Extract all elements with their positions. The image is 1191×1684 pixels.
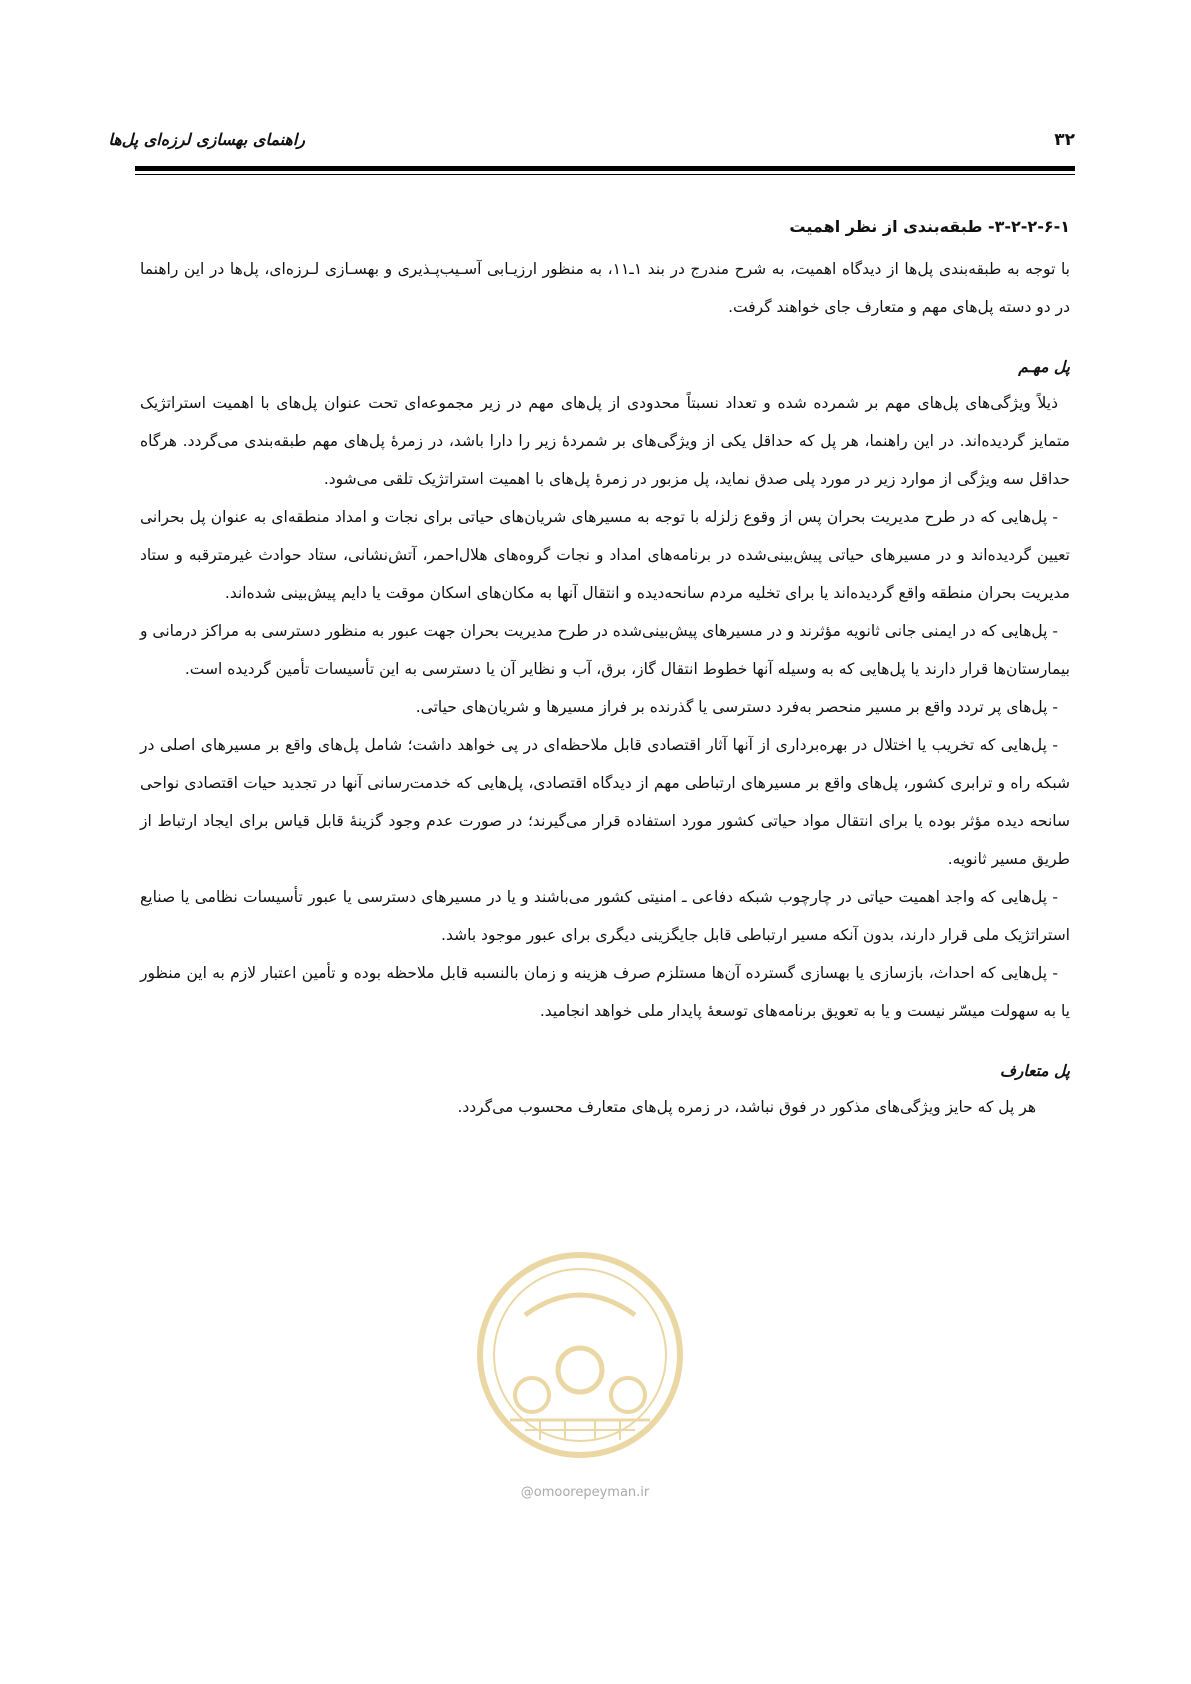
section-heading: ۳-۲-۲-۶-۱- طبقه‌بندی از نظر اهمیت — [789, 217, 1070, 236]
main-content — [140, 212, 1070, 1126]
watermark-logo-icon — [470, 1245, 690, 1465]
ordinary-bridge-title: پل متعارف — [999, 1061, 1070, 1080]
list-item: - پل‌هایی که در ایمنی جانی ثانویه مؤثرند و در مسیرهای پیش‌بینی‌شده در طرح مدیریت بحران جهت عبور به منظور دسترسی به مراکز درمانی و بیمارستان‌ها قرار دارند یا پل‌هایی که به وسیله آنها خطوط انتقال گاز، برق، آب و نظایر آن یا دسترسی به این تأسیسات تأمین گردیده است. — [140, 622, 1070, 678]
watermark-url: @omoorepeyman.ir — [520, 1485, 650, 1500]
list-item: - پل‌هایی که در طرح مدیریت بحران پس از وقوع زلزله با توجه به مسیرهای شریان‌های حیاتی برای نجات و امداد منطقه‌ای به عنوان پل بحرانی تعیین گردیده‌اند و در مسیرهای حیاتی پیش‌بینی‌شده در برنامه‌های امداد و نجات گروه‌های هلال‌احمر، آتش‌نشانی، ستاد حوادث غیرمترقبه و ستاد مدیریت بحران منطقه واقع گردیده‌اند یا برای تخلیه مردم سانحه‌دیده و انتقال آنها به مکان‌های اسکان موقت یا دایم پیش‌بینی شده‌اند. — [140, 508, 1070, 602]
important-bridge-intro: ذیلاً ویژگی‌های پل‌های مهم بر شمرده شده و تعداد نسبتاً محدودی از پل‌های مهم در زیر مجموعه‌ای تحت عنوان پل‌های با اهمیت استراتژیک متمایز گردیده‌اند. در این راهنما، هر پل که حداقل یکی از ویژگی‌های بر شمردهٔ زیر را دارا باشد، در زمرهٔ پل‌های مهم طبقه‌بندی می‌گردد. هرگاه حداقل سه ویژگی از موارد زیر در مورد پلی صدق نماید، پل مزبور در زمرهٔ پل‌های با اهمیت استراتژیک تلقی می‌شود. — [140, 394, 1070, 488]
section-intro-paragraph: با توجه به طبقه‌بندی پل‌ها از دیدگاه اهمیت، به شرح مندرج در بند ۱ـ۱۱، به منظور ارزیـابی آسـیب‌پـذیری و بهسـازی لـرزه‌ای، پل‌ها در این راهنما در دو دسته پل‌های مهم و متعارف جای خواهند گرفت. — [140, 260, 1070, 316]
list-item: - پل‌هایی که احداث، بازسازی یا بهسازی گسترده آن‌ها مستلزم صرف هزینه و زمان بالنسبه قابل ملاحظه بوده و تأمین اعتبار لازم به این منظور یا به سهولت میسّر نیست و یا به تعویق برنامه‌های توسعهٔ پایدار ملی خواهد انجامید. — [140, 964, 1070, 1020]
header-rule-thick — [135, 166, 1075, 171]
important-bridge-title: پل مهـم — [1018, 357, 1070, 376]
ordinary-bridge-text: هر پل که حایز ویژگی‌های مذکور در فوق نباشد، در زمره پل‌های متعارف محسوب می‌گردد. — [457, 1098, 1036, 1116]
running-title: راهنمای بهسازی لرزه‌ای پل‌ها — [108, 130, 305, 149]
list-item: - پل‌هایی که تخریب یا اختلال در بهره‌برداری از آنها آثار اقتصادی قابل ملاحظه‌ای در پی خواهد داشت؛ شامل پل‌های واقع بر مسیرهای اصلی در شبکه راه و ترابری کشور، پل‌های واقع بر مسیرهای ارتباطی مهم از دیدگاه اقتصادی، پل‌هایی که خدمت‌رسانی آنها در تجدید حیات اقتصادی نواحی سانحه دیده مؤثر بوده یا برای انتقال مواد حیاتی کشور مورد استفاده قرار می‌گیرند؛ در صورت عدم وجود گزینهٔ قابل قیاس برای ایجاد ارتباط از طریق مسیر ثانویه. — [140, 736, 1070, 868]
list-item: - پل‌های پر تردد واقع بر مسیر منحصر به‌فرد دسترسی یا گذرنده بر فراز مسیرها و شریان‌های حیاتی. — [415, 698, 1058, 716]
header-rule-thin — [135, 174, 1075, 175]
list-item: - پل‌هایی که واجد اهمیت حیاتی در چارچوب شبکه دفاعی ـ امنیتی کشور می‌باشند و یا در مسیرهای دسترسی یا عبور تأسیسات نظامی یا صنایع استراتژیک ملی قرار دارند، بدون آنکه مسیر ارتباطی قابل جایگزینی دیگری برای عبور موجود باشد. — [140, 888, 1070, 944]
page-header — [108, 128, 1075, 158]
page-number: ۳۲ — [1054, 130, 1075, 150]
